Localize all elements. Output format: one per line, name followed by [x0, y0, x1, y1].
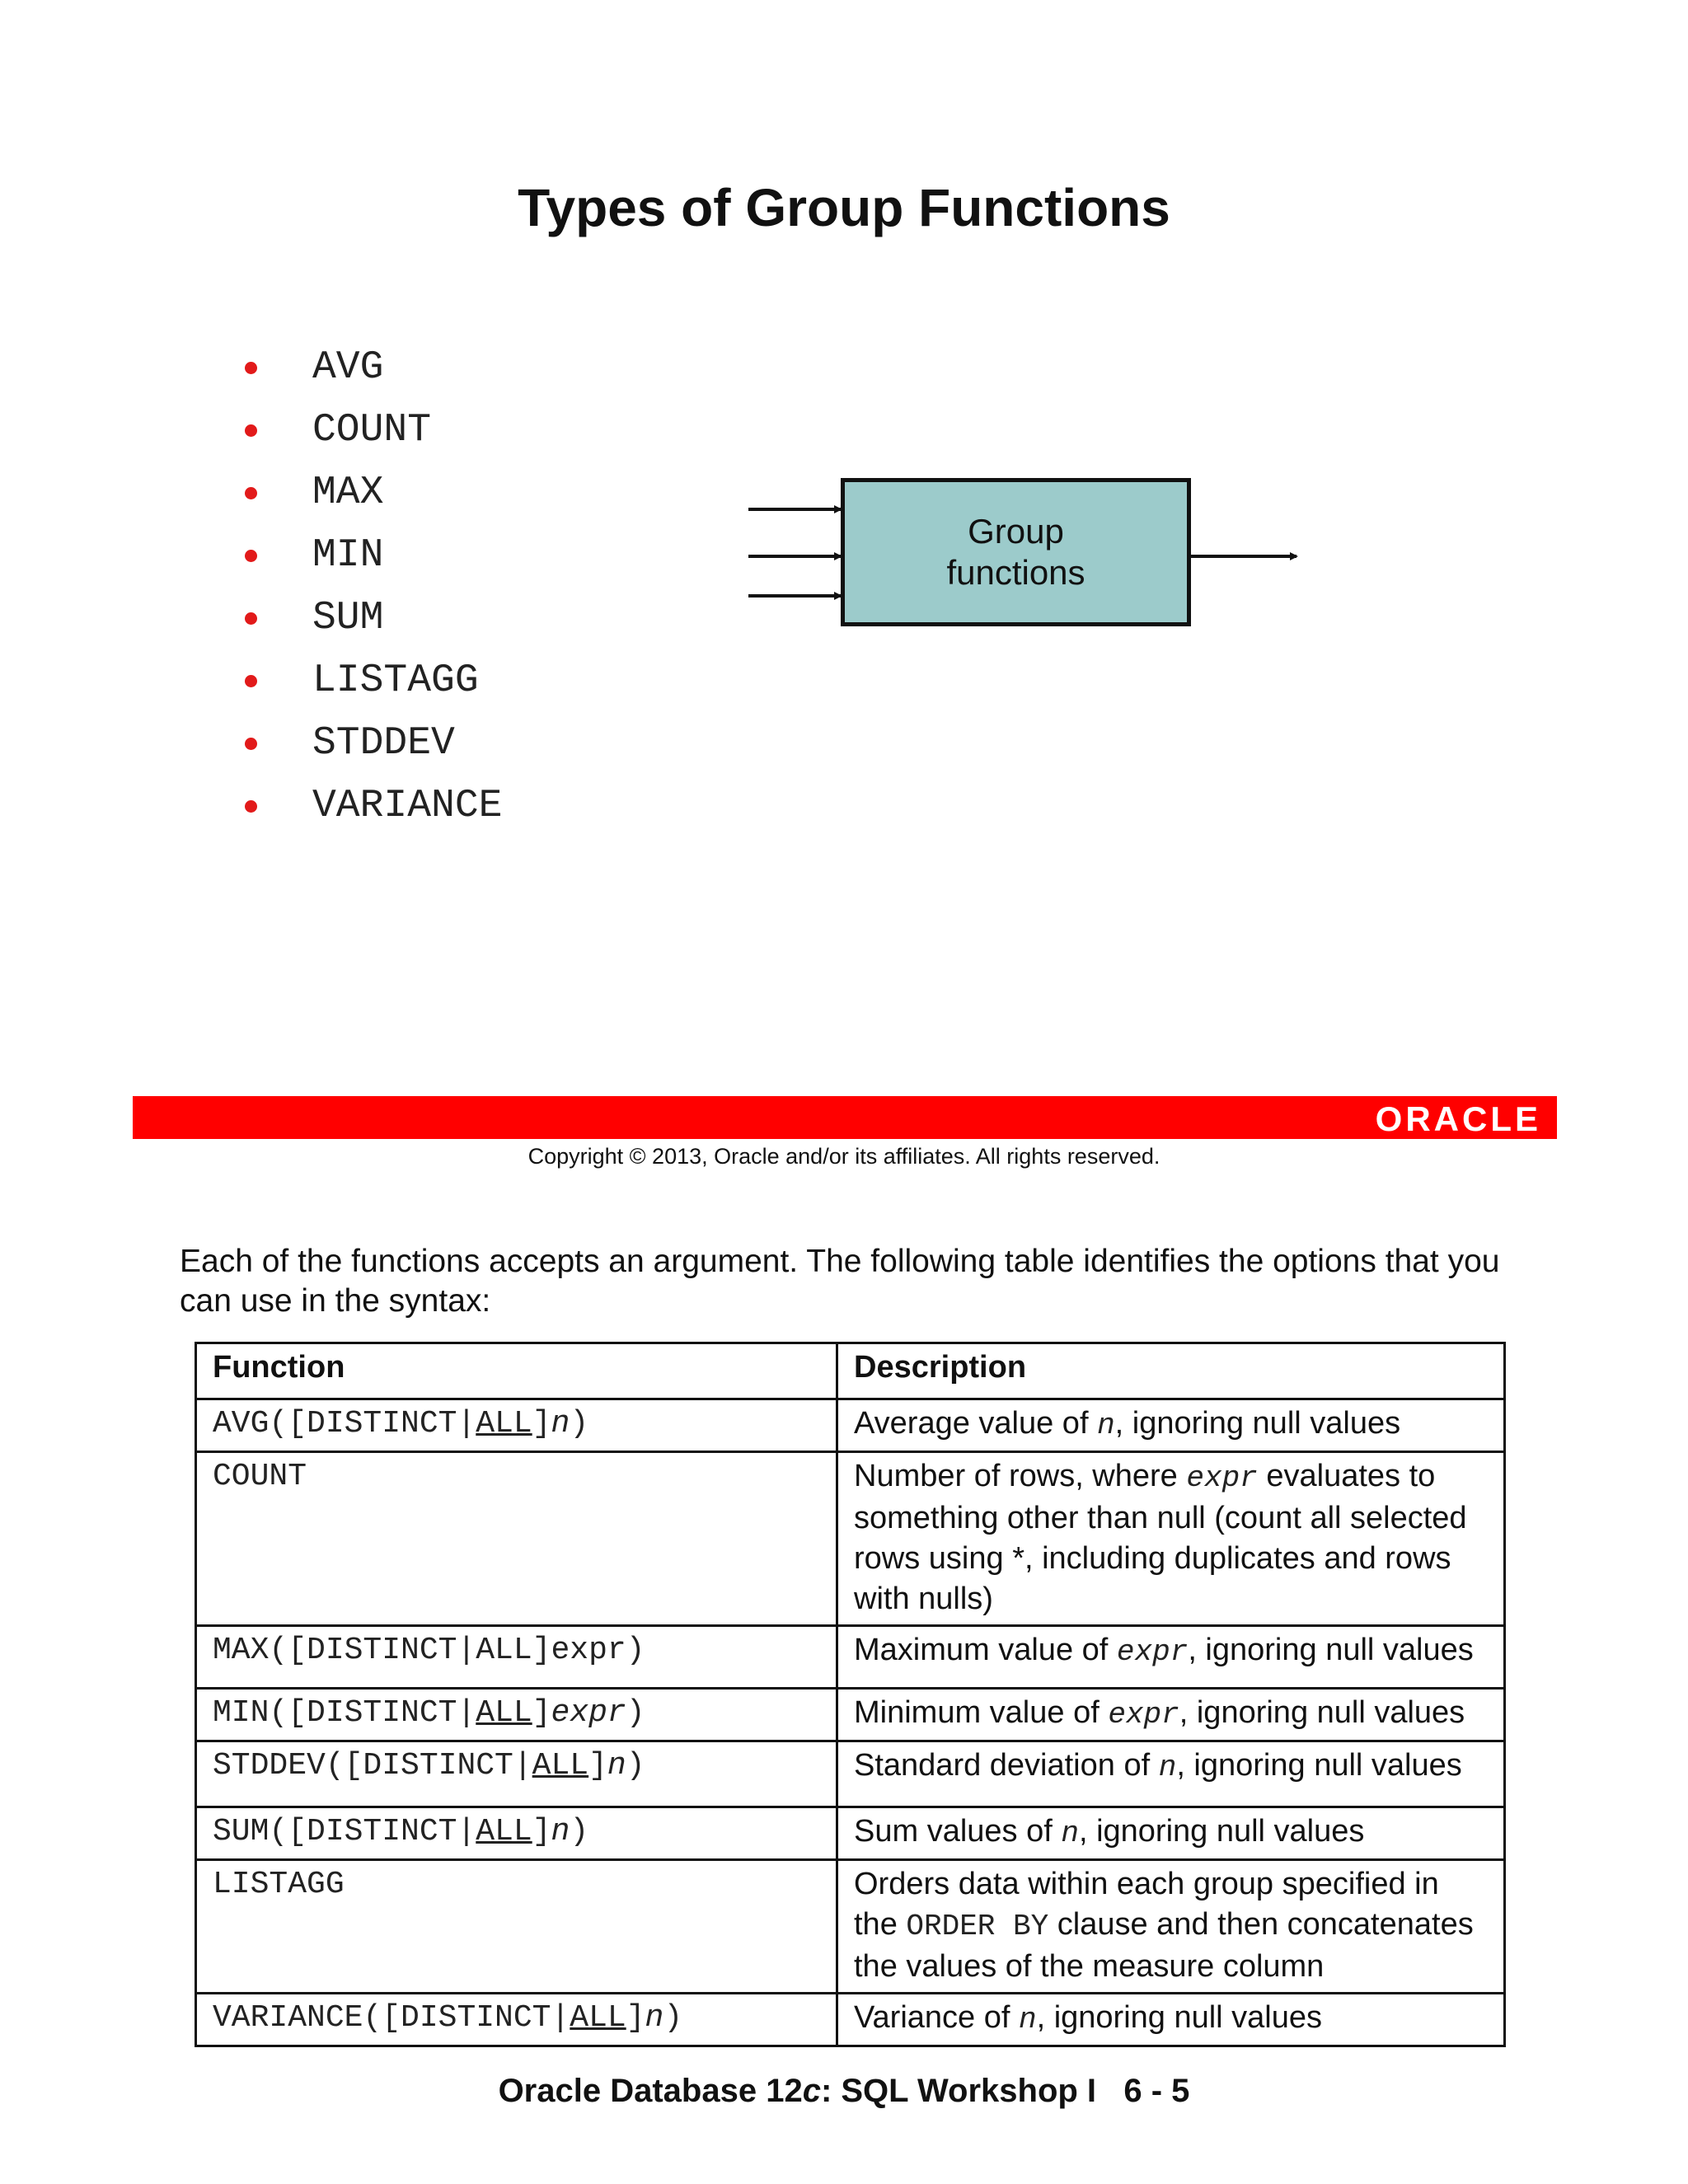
function-cell: STDDEV([DISTINCT|ALL]n) [196, 1741, 837, 1807]
bullet-label: MAX [312, 471, 384, 515]
table-row [196, 1399, 1505, 1452]
bullet-label: LISTAGG [312, 658, 479, 703]
bullet-label: MIN [312, 533, 384, 578]
bullet-icon [245, 550, 257, 562]
bullet-icon [245, 362, 257, 374]
list-item [245, 712, 502, 775]
footer-band [133, 1096, 1557, 1139]
table-row [196, 1626, 1505, 1689]
bullet-icon [245, 424, 257, 437]
function-cell: LISTAGG [196, 1860, 837, 1994]
table-row [196, 1689, 1505, 1741]
description-cell: Number of rows, where expr evaluates to something other than null (count all selected rows using *, including duplicates and rows with nulls) [837, 1452, 1505, 1626]
function-cell: MAX([DISTINCT|ALL]expr) [196, 1626, 837, 1689]
function-cell: AVG([DISTINCT|ALL]n) [196, 1399, 837, 1452]
intro-paragraph: Each of the functions accepts an argument. The following table identifies the options that you can use in the syntax: [180, 1244, 1500, 1319]
bullet-icon [245, 800, 257, 813]
function-cell: SUM([DISTINCT|ALL]n) [196, 1807, 837, 1860]
description-cell: Average value of n, ignoring null values [837, 1399, 1505, 1452]
box-label-line2: functions [946, 553, 1085, 592]
list-item [245, 399, 502, 462]
function-cell: VARIANCE([DISTINCT|ALL]n) [196, 1994, 837, 2046]
description-cell: Variance of n, ignoring null values [837, 1994, 1505, 2046]
bullet-label: VARIANCE [312, 784, 503, 828]
bullet-label: AVG [312, 345, 384, 390]
table-header-row [196, 1343, 1505, 1399]
description-cell: Maximum value of expr, ignoring null values [837, 1626, 1505, 1689]
list-item [245, 336, 502, 399]
list-item [245, 775, 502, 837]
table-row [196, 1994, 1505, 2046]
group-functions-box [841, 478, 1191, 626]
group-functions-diagram [742, 478, 1302, 635]
description-cell: Orders data within each group specified in the ORDER BY clause and then concatenates the values of the measure column [837, 1860, 1505, 1994]
description-cell: Standard deviation of n, ignoring null values [837, 1741, 1505, 1807]
bullet-icon [245, 487, 257, 499]
bullet-label: SUM [312, 596, 384, 640]
table-row [196, 1741, 1505, 1807]
bullet-label: STDDEV [312, 721, 455, 766]
description-cell: Sum values of n, ignoring null values [837, 1807, 1505, 1860]
oracle-logo: ORACLE [1375, 1099, 1541, 1138]
group-functions-table [195, 1342, 1506, 2047]
list-item [245, 587, 502, 649]
bullet-icon [245, 738, 257, 750]
group-function-list [245, 336, 502, 837]
header-description: Description [837, 1343, 1505, 1399]
copyright-text: Copyright © 2013, Oracle and/or its affiliates. All rights reserved. [528, 1144, 1160, 1169]
slide-title: Types of Group Functions [518, 178, 1170, 237]
function-cell: COUNT [196, 1452, 837, 1626]
table-row [196, 1452, 1505, 1626]
table-row [196, 1860, 1505, 1994]
bullet-icon [245, 675, 257, 687]
page-footer: Oracle Database 12c: SQL Workshop I 6 - 5 [498, 2073, 1190, 2109]
table-row [196, 1807, 1505, 1860]
description-cell: Minimum value of expr, ignoring null values [837, 1689, 1505, 1741]
function-cell: MIN([DISTINCT|ALL]expr) [196, 1689, 837, 1741]
box-label-line1: Group [968, 512, 1064, 551]
header-function: Function [196, 1343, 837, 1399]
list-item [245, 462, 502, 524]
list-item [245, 649, 502, 712]
list-item [245, 524, 502, 587]
bullet-icon [245, 612, 257, 625]
bullet-label: COUNT [312, 408, 432, 452]
